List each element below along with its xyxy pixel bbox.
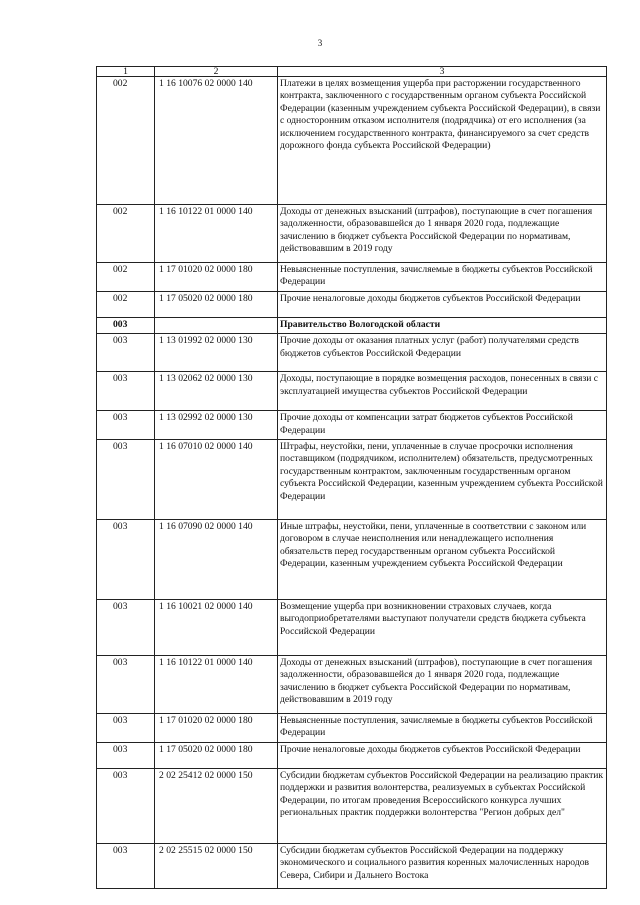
row-code-cell: 003 bbox=[97, 843, 155, 888]
column-header-2: 2 bbox=[155, 67, 278, 77]
row-description-cell: Прочие доходы от оказания платных услуг (работ) получателями средств бюджетов субъектов Российской Федерации bbox=[278, 334, 607, 372]
table-row bbox=[97, 520, 607, 600]
row-kbk-cell: 1 13 01992 02 0000 130 bbox=[155, 334, 278, 372]
row-description-cell: Прочие доходы от компенсации затрат бюджетов субъектов Российской Федерации bbox=[278, 411, 607, 440]
row-kbk-cell: 2 02 25412 02 0000 150 bbox=[155, 768, 278, 843]
row-description-cell: Возмещение ущерба при возникновении страховых случаев, когда выгодоприобретателями выступают получатели средств бюджета субъекта Российской Федерации bbox=[278, 600, 607, 656]
table-row bbox=[97, 843, 607, 888]
table-row bbox=[97, 411, 607, 440]
row-kbk-cell: 1 17 05020 02 0000 180 bbox=[155, 742, 278, 768]
table-row bbox=[97, 334, 607, 372]
row-kbk-cell: 1 16 10122 01 0000 140 bbox=[155, 205, 278, 263]
row-kbk-cell: 1 13 02992 02 0000 130 bbox=[155, 411, 278, 440]
row-code-cell: 002 bbox=[97, 263, 155, 292]
row-code-cell: 002 bbox=[97, 77, 155, 205]
row-code-cell: 003 bbox=[97, 600, 155, 656]
table-row bbox=[97, 656, 607, 714]
budget-revenue-table bbox=[96, 66, 607, 889]
table-row bbox=[97, 600, 607, 656]
table-row bbox=[97, 440, 607, 520]
table-row bbox=[97, 742, 607, 768]
table-row bbox=[97, 317, 607, 333]
table-row bbox=[97, 263, 607, 292]
table-row bbox=[97, 372, 607, 411]
table-body bbox=[97, 77, 607, 889]
row-code-cell: 003 bbox=[97, 372, 155, 411]
row-code-cell: 003 bbox=[97, 520, 155, 600]
row-code-cell: 003 bbox=[97, 656, 155, 714]
row-code-cell: 002 bbox=[97, 205, 155, 263]
row-kbk-cell: 1 17 05020 02 0000 180 bbox=[155, 291, 278, 317]
row-description-cell: Правительство Вологодской области bbox=[278, 317, 607, 333]
row-description-cell: Доходы от денежных взысканий (штрафов), поступающие в счет погашения задолженности, образовавшейся до 1 января 2020 года, подлежащие зачислению в бюджет субъекта Российской Федерации по нормативам, действовавшим в 2019 году bbox=[278, 656, 607, 714]
table-row bbox=[97, 291, 607, 317]
table-header-row bbox=[97, 67, 607, 77]
row-description-cell: Прочие неналоговые доходы бюджетов субъектов Российской Федерации bbox=[278, 291, 607, 317]
row-code-cell: 003 bbox=[97, 742, 155, 768]
table-row bbox=[97, 768, 607, 843]
page-number: 3 bbox=[317, 38, 323, 48]
column-header-1: 1 bbox=[97, 67, 155, 77]
row-description-cell: Платежи в целях возмещения ущерба при расторжении государственного контракта, заключенного с государственным органом субъекта Российской Федерации (казенным учреждением субъекта Российской Федерации), в связи с односторонним отказом исполнителя (подрядчика) от его исполнения (за исключением государственного контракта, финансируемого за счет средств дорожного фонда субъекта Российской Федерации) bbox=[278, 77, 607, 205]
table-row bbox=[97, 205, 607, 263]
row-description-cell: Доходы, поступающие в порядке возмещения расходов, понесенных в связи с эксплуатацией имущества субъектов Российской Федерации bbox=[278, 372, 607, 411]
row-description-cell: Невыясненные поступления, зачисляемые в бюджеты субъектов Российской Федерации bbox=[278, 263, 607, 292]
row-kbk-cell: 1 17 01020 02 0000 180 bbox=[155, 714, 278, 743]
table-row bbox=[97, 77, 607, 205]
row-description-cell: Штрафы, неустойки, пени, уплаченные в случае просрочки исполнения поставщиком (подрядчиком, исполнителем) обязательств, предусмотренных государственным контрактом, заключенным государственным органом субъекта Российской Федерации, казенным учреждением субъекта Российской Федерации bbox=[278, 440, 607, 520]
column-header-3: 3 bbox=[278, 67, 607, 77]
row-kbk-cell: 1 17 01020 02 0000 180 bbox=[155, 263, 278, 292]
row-code-cell: 003 bbox=[97, 411, 155, 440]
row-description-cell: Субсидии бюджетам субъектов Российской Федерации на поддержку экономического и социального развития коренных малочисленных народов Севера, Сибири и Дальнего Востока bbox=[278, 843, 607, 888]
row-description-cell: Субсидии бюджетам субъектов Российской Федерации на реализацию практик поддержки и развития волонтерства, реализуемых в субъектах Российской Федерации, по итогам проведения Всероссийского конкурса лучших региональных практик поддержки волонтерства "Регион добрых дел" bbox=[278, 768, 607, 843]
row-kbk-cell: 1 13 02062 02 0000 130 bbox=[155, 372, 278, 411]
row-code-cell: 003 bbox=[97, 317, 155, 333]
row-kbk-cell: 1 16 10076 02 0000 140 bbox=[155, 77, 278, 205]
row-code-cell: 003 bbox=[97, 440, 155, 520]
row-code-cell: 003 bbox=[97, 714, 155, 743]
row-code-cell: 002 bbox=[97, 291, 155, 317]
row-kbk-cell: 1 16 10122 01 0000 140 bbox=[155, 656, 278, 714]
row-code-cell: 003 bbox=[97, 334, 155, 372]
row-description-cell: Невыясненные поступления, зачисляемые в бюджеты субъектов Российской Федерации bbox=[278, 714, 607, 743]
row-description-cell: Иные штрафы, неустойки, пени, уплаченные в соответствии с законом или договором в случае неисполнения или ненадлежащего исполнения обязательств перед государственным органом субъекта Российской Федерации, казенным учреждением субъекта Российской Федерации bbox=[278, 520, 607, 600]
row-kbk-cell: 1 16 10021 02 0000 140 bbox=[155, 600, 278, 656]
row-kbk-cell: 1 16 07090 02 0000 140 bbox=[155, 520, 278, 600]
row-kbk-cell bbox=[155, 317, 278, 333]
row-code-cell: 003 bbox=[97, 768, 155, 843]
row-description-cell: Прочие неналоговые доходы бюджетов субъектов Российской Федерации bbox=[278, 742, 607, 768]
row-kbk-cell: 2 02 25515 02 0000 150 bbox=[155, 843, 278, 888]
row-kbk-cell: 1 16 07010 02 0000 140 bbox=[155, 440, 278, 520]
row-description-cell: Доходы от денежных взысканий (штрафов), поступающие в счет погашения задолженности, образовавшейся до 1 января 2020 года, подлежащие зачислению в бюджет субъекта Российской Федерации по нормативам, действовавшим в 2019 году bbox=[278, 205, 607, 263]
table-row bbox=[97, 714, 607, 743]
